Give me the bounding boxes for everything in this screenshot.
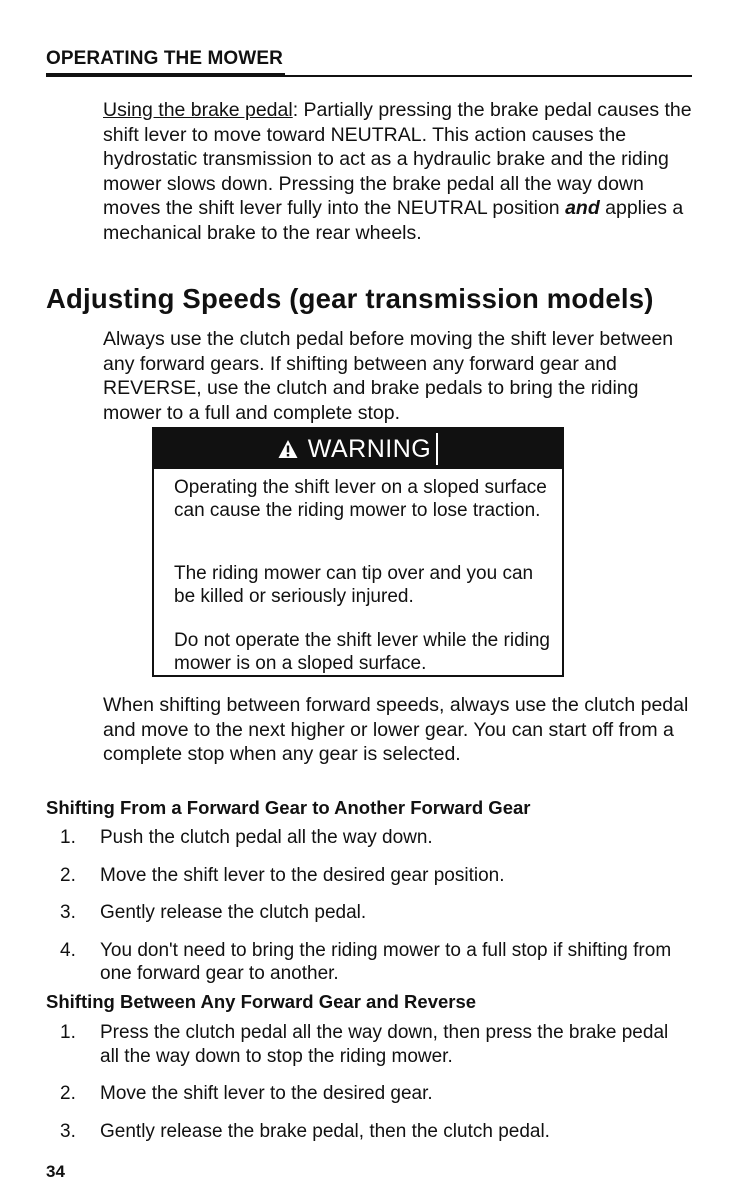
reverse-step bbox=[60, 1082, 690, 1106]
brake-pedal-text-2: applies a mechanical brake to the rear wheels. bbox=[103, 197, 684, 244]
warning-text-1: Operating the shift lever on a sloped surface can cause the riding mower to lose traction. bbox=[174, 477, 547, 521]
section-intro: Always use the clutch pedal before moving the shift lever between any forward gears. If shifting between any forward gear and REVERSE, use the clutch and brake pedals to bring the riding mower to a full and complete stop. bbox=[103, 328, 674, 424]
forward-heading: Shifting From a Forward Gear to Another Forward Gear bbox=[46, 797, 531, 818]
forward-step bbox=[60, 939, 690, 986]
warning-box bbox=[152, 427, 564, 677]
step-number: 2. bbox=[60, 864, 76, 886]
reverse-steps bbox=[60, 1021, 690, 1143]
step-number: 2. bbox=[60, 1083, 76, 1104]
brake-pedal-emphasis: and bbox=[565, 197, 600, 219]
step-text: You don't need to bring the riding mower to a full stop if shifting from one forward gear to another. bbox=[100, 939, 672, 984]
step-number: 1. bbox=[60, 1022, 76, 1043]
warning-text-2: The riding mower can tip over and you can be killed or seriously injured. bbox=[174, 563, 534, 607]
step-text: Press the clutch pedal all the way down, then press the brake pedal all the way down to stop the riding mower. bbox=[100, 1022, 669, 1067]
brake-pedal-text-1: : Partially pressing the brake pedal causes the shift lever to move toward NEUTRAL. This action causes the hydrostatic transmission to act as a hydraulic brake and the riding mower slows down. Pressing the brake pedal all the way down moves the shift lever fully into the NEUTRAL position bbox=[103, 99, 692, 219]
step-text: Gently release the clutch pedal. bbox=[100, 902, 367, 923]
brake-pedal-lead: Using the brake pedal bbox=[103, 99, 293, 121]
forward-steps bbox=[60, 826, 690, 986]
step-text: Push the clutch pedal all the way down. bbox=[100, 827, 433, 848]
shifting-intro: When shifting between forward speeds, always use the clutch pedal and move to the next higher or lower gear. You can start off from a complete stop when any gear is selected. bbox=[103, 694, 689, 765]
step-number: 4. bbox=[60, 939, 76, 961]
step-number: 3. bbox=[60, 902, 76, 923]
step-text: Move the shift lever to the desired gear position. bbox=[100, 864, 505, 886]
warning-divider bbox=[436, 433, 438, 465]
forward-step bbox=[60, 864, 690, 888]
warning-header bbox=[154, 429, 562, 469]
warning-triangle-icon bbox=[278, 439, 298, 459]
step-text: Move the shift lever to the desired gear. bbox=[100, 1083, 433, 1104]
reverse-step bbox=[60, 1021, 690, 1068]
reverse-heading: Shifting Between Any Forward Gear and Reverse bbox=[46, 991, 477, 1012]
warning-text-3: Do not operate the shift lever while the riding mower is on a sloped surface. bbox=[174, 630, 550, 674]
forward-step bbox=[60, 826, 690, 850]
step-number: 1. bbox=[60, 827, 76, 848]
step-text: Gently release the brake pedal, then the clutch pedal. bbox=[100, 1120, 550, 1142]
section-title: Adjusting Speeds (gear transmission models) bbox=[46, 283, 654, 314]
page-number: 34 bbox=[46, 1162, 65, 1181]
step-number: 3. bbox=[60, 1120, 76, 1142]
reverse-step bbox=[60, 1120, 690, 1144]
warning-label: WARNING bbox=[307, 434, 432, 463]
forward-step bbox=[60, 901, 690, 925]
header-title: OPERATING THE MOWER bbox=[46, 48, 285, 75]
page-header bbox=[46, 48, 692, 77]
brake-pedal-paragraph bbox=[103, 98, 693, 245]
